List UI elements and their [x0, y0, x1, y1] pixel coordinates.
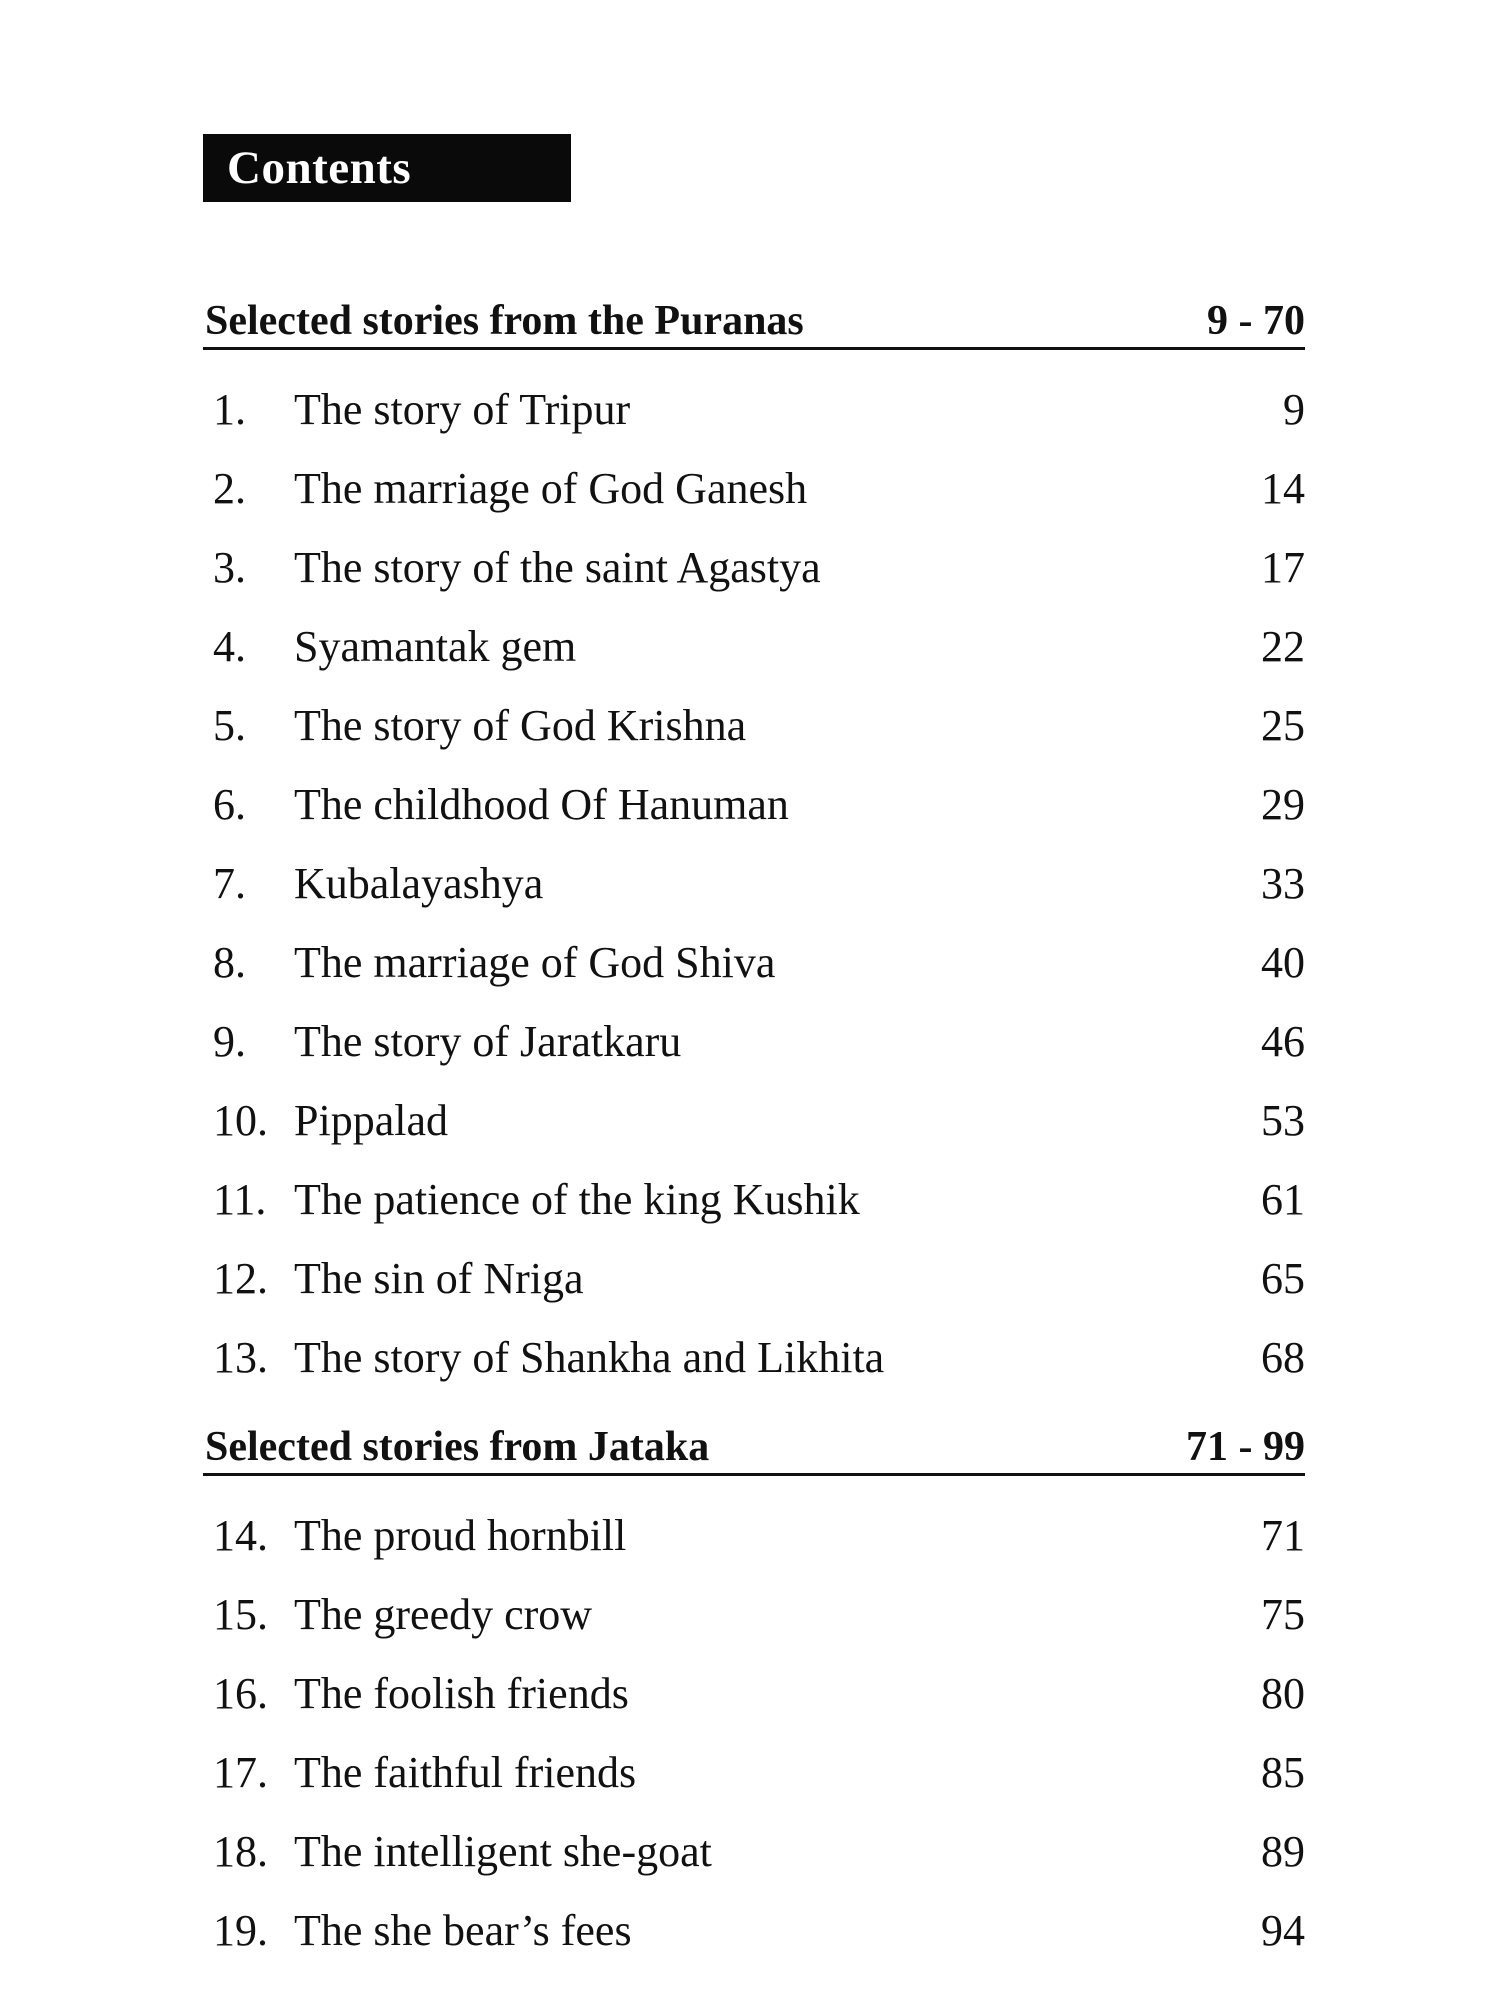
section-page-range: 9 - 70 — [1207, 298, 1305, 344]
toc-entry[interactable] — [203, 1081, 1305, 1160]
toc-list-jataka — [203, 1496, 1305, 1970]
toc-entry[interactable] — [203, 370, 1305, 449]
entry-number: 19. — [213, 1906, 268, 1955]
toc-entry[interactable] — [203, 1160, 1305, 1239]
entry-number: 14. — [213, 1511, 268, 1560]
entry-title: Pippalad — [294, 1096, 448, 1145]
section-title: Selected stories from the Puranas — [205, 298, 804, 344]
entry-number: 2. — [213, 464, 246, 513]
toc-entry[interactable] — [203, 765, 1305, 844]
entry-page: 22 — [1261, 622, 1305, 671]
entry-title: The patience of the king Kushik — [294, 1175, 860, 1224]
entry-number: 13. — [213, 1333, 268, 1382]
toc-list-puranas — [203, 370, 1305, 1397]
toc-entry[interactable] — [203, 1654, 1305, 1733]
entry-page: 53 — [1261, 1096, 1305, 1145]
toc-entry[interactable] — [203, 449, 1305, 528]
entry-title: The she bear’s fees — [294, 1906, 632, 1955]
toc-entry[interactable] — [203, 1891, 1305, 1970]
contents-heading-banner — [203, 134, 571, 202]
entry-title: The childhood Of Hanuman — [294, 780, 789, 829]
section-title: Selected stories from Jataka — [205, 1424, 710, 1470]
entry-page: 94 — [1261, 1906, 1305, 1955]
entry-title: The marriage of God Shiva — [294, 938, 776, 987]
entry-title: The faithful friends — [294, 1748, 637, 1797]
entry-title: The story of the saint Agastya — [294, 543, 821, 592]
entry-number: 12. — [213, 1254, 268, 1303]
toc-entry[interactable] — [203, 1239, 1305, 1318]
entry-page: 68 — [1261, 1333, 1305, 1382]
entry-title: The greedy crow — [294, 1590, 593, 1639]
entry-title: Kubalayashya — [294, 859, 544, 908]
entry-page: 85 — [1261, 1748, 1305, 1797]
entry-page: 29 — [1261, 780, 1305, 829]
toc-entry[interactable] — [203, 1002, 1305, 1081]
entry-number: 18. — [213, 1827, 268, 1876]
entry-page: 14 — [1261, 464, 1305, 513]
entry-number: 15. — [213, 1590, 268, 1639]
toc-entry[interactable] — [203, 1812, 1305, 1891]
section-header-jataka — [203, 1406, 1305, 1476]
entry-page: 89 — [1261, 1827, 1305, 1876]
entry-title: The intelligent she-goat — [294, 1827, 712, 1876]
entry-number: 16. — [213, 1669, 268, 1718]
toc-entry[interactable] — [203, 923, 1305, 1002]
entry-page: 80 — [1261, 1669, 1305, 1718]
entry-number: 11. — [213, 1175, 267, 1224]
entry-page: 65 — [1261, 1254, 1305, 1303]
entry-page: 61 — [1261, 1175, 1305, 1224]
entry-page: 9 — [1283, 385, 1305, 434]
entry-title: The marriage of God Ganesh — [294, 464, 808, 513]
toc-entry[interactable] — [203, 1318, 1305, 1397]
entry-number: 6. — [213, 780, 246, 829]
entry-title: The story of Shankha and Likhita — [294, 1333, 885, 1382]
entry-page: 17 — [1261, 543, 1305, 592]
entry-title: The story of Tripur — [294, 385, 631, 434]
entry-number: 17. — [213, 1748, 268, 1797]
entry-number: 8. — [213, 938, 246, 987]
entry-number: 10. — [213, 1096, 268, 1145]
toc-entry[interactable] — [203, 1496, 1305, 1575]
section-header-puranas — [203, 280, 1305, 350]
entry-number: 1. — [213, 385, 246, 434]
entry-title: The proud hornbill — [294, 1511, 627, 1560]
toc-entry[interactable] — [203, 607, 1305, 686]
entry-number: 5. — [213, 701, 246, 750]
entry-page: 33 — [1261, 859, 1305, 908]
contents-heading: Contents — [227, 141, 412, 194]
entry-number: 4. — [213, 622, 246, 671]
toc-entry[interactable] — [203, 528, 1305, 607]
toc-entry[interactable] — [203, 1575, 1305, 1654]
entry-title: The story of Jaratkaru — [294, 1017, 682, 1066]
entry-page: 40 — [1261, 938, 1305, 987]
entry-page: 46 — [1261, 1017, 1305, 1066]
entry-number: 9. — [213, 1017, 246, 1066]
entry-page: 75 — [1261, 1590, 1305, 1639]
entry-title: The foolish friends — [294, 1669, 629, 1718]
section-page-range: 71 - 99 — [1186, 1424, 1305, 1470]
toc-entry[interactable] — [203, 1733, 1305, 1812]
entry-title: The story of God Krishna — [294, 701, 747, 750]
entry-page: 71 — [1261, 1511, 1305, 1560]
entry-page: 25 — [1261, 701, 1305, 750]
toc-entry[interactable] — [203, 844, 1305, 923]
entry-title: The sin of Nriga — [294, 1254, 584, 1303]
toc-entry[interactable] — [203, 686, 1305, 765]
entry-title: Syamantak gem — [294, 622, 577, 671]
entry-number: 3. — [213, 543, 246, 592]
entry-number: 7. — [213, 859, 246, 908]
